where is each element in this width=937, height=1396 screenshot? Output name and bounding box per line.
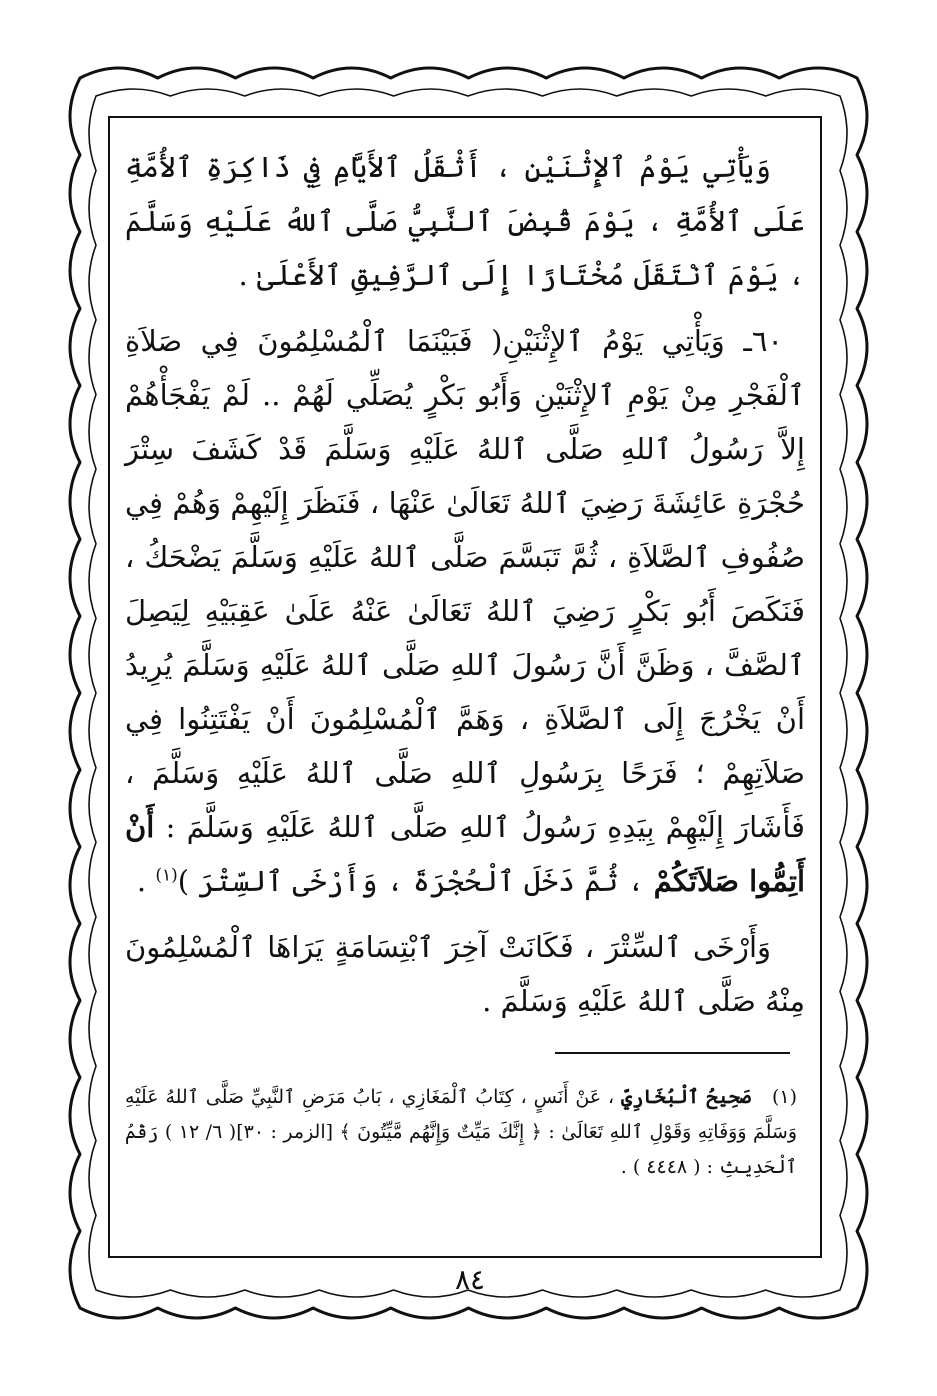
page-number: ٨٤ (454, 1263, 486, 1296)
footnote-reference: (١) (155, 865, 178, 886)
paragraph-60 (125, 314, 805, 908)
paragraph-60-text-a: وَيَأْتِي يَوْمُ ٱلإِثْنَيْنِ( فَبَيْنَمَا ٱلْمُسْلِمُونَ فِي صَلاَةِ ٱلْفَجْرِ مِنْ يَوْمِ ٱلإِثْنَيْنِ وَأَبُو بَكْرٍ يُصَلِّي لَهُمْ .. لَمْ يَفْجَأْهُمْ إِلاَّ رَسُولُ ٱللهِ صَلَّى ٱللهُ عَلَيْهِ وَسَلَّمَ قَدْ كَشَفَ سِتْرَ حُجْرَةِ عَائِشَةَ رَضِيَ ٱللهُ تَعَالَىٰ عَنْهَا ، فَنَظَرَ إِلَيْهِمْ وَهُمْ فِي صُفُوفِ ٱلصَّلاَةِ ، ثُمَّ تَبَسَّمَ صَلَّى ٱللهُ عَلَيْهِ وَسَلَّمَ يَضْحَكُ ، فَنَكَصَ أَبُو بَكْرٍ رَضِيَ ٱللهُ تَعَالَىٰ عَنْهُ عَلَىٰ عَقِبَيْهِ لِيَصِلَ ٱلصَّفَّ ، وَظَنَّ أَنَّ رَسُولَ ٱللهِ صَلَّى ٱللهُ عَلَيْهِ وَسَلَّمَ يُرِيدُ أَنْ يَخْرُجَ إِلَى ٱلصَّلاَةِ ، وَهَمَّ ٱلْمُسْلِمُونَ أَنْ يَفْتَتِنُوا فِي صَلاَتِهِمْ ؛ فَرَحًا بِرَسُولِ ٱللهِ صَلَّى ٱللهُ عَلَيْهِ وَسَلَّمَ ، فَأَشَارَ إِلَيْهِمْ بِيَدِهِ رَسُولُ ٱللهِ صَلَّى ٱللهُ عَلَيْهِ وَسَلَّمَ : (125, 324, 806, 844)
footnote-divider (555, 1052, 790, 1054)
paragraph-1: وَيَأْتِي يَوْمُ ٱلإِثْنَيْنِ ، أَثْقَلُ ٱلأَيَّامِ فِي ذَاكِرَةِ ٱلأُمَّةِ عَلَى ٱلأُمَّةِ ، يَوْمَ قُبِضَ ٱلنَّبِيُّ صَلَّى ٱللهُ عَلَيْهِ وَسَلَّمَ ، يَوْمَ ٱنْتَقَلَ مُخْتَارًا إِلَى ٱلرَّفِيقِ ٱلأَعْلَىٰ . (125, 150, 805, 292)
main-text (125, 140, 805, 1028)
paragraph-3: وَأَرْخَى ٱلسِّتْرَ ، فَكَانَتْ آخِرَ ٱبْتِسَامَةٍ يَرَاهَا ٱلْمُسْلِمُونَ مِنْهُ صَلَّى ٱللهُ عَلَيْهِ وَسَلَّمَ . (125, 930, 805, 1018)
quoted-command: أَنْ أَتِمُّوا صَلاَتَكُمْ (125, 810, 805, 898)
footnote-number: (١) (771, 1086, 797, 1108)
paragraph-60-end: . (136, 864, 147, 898)
paragraph-60-text-b: ، ثُمَّ دَخَلَ ٱلْحُجْرَةَ ، وَأَرْخَى ٱلسِّتْرَ ) (177, 864, 645, 898)
footnote-source: صَحِيحُ ٱلْبُخَارِيِّ (621, 1086, 751, 1108)
item-number: ٦٠ـ (743, 324, 783, 358)
footnote (125, 1080, 797, 1185)
footnote-text: ، عَنْ أَنَسٍ ، كِتَابُ ٱلْمَغَازِي ، بَابُ مَرَضِ ٱلنَّبِيِّ صَلَّى ٱللهُ عَلَيْهِ وَسَلَّمَ وَوَفَاتِهِ وَقَوْلِ ٱللهِ تَعَالَىٰ : ﴿ إِنَّكَ مَيِّتٌ وَإِنَّهُم مَّيِّتُونَ ﴾ [الزمر : ٣٠]( ٦/ ١٢ ) رَقْمُ ٱلْحَدِيثِ : ( ٤٤٤٨ ) . (125, 1086, 798, 1178)
